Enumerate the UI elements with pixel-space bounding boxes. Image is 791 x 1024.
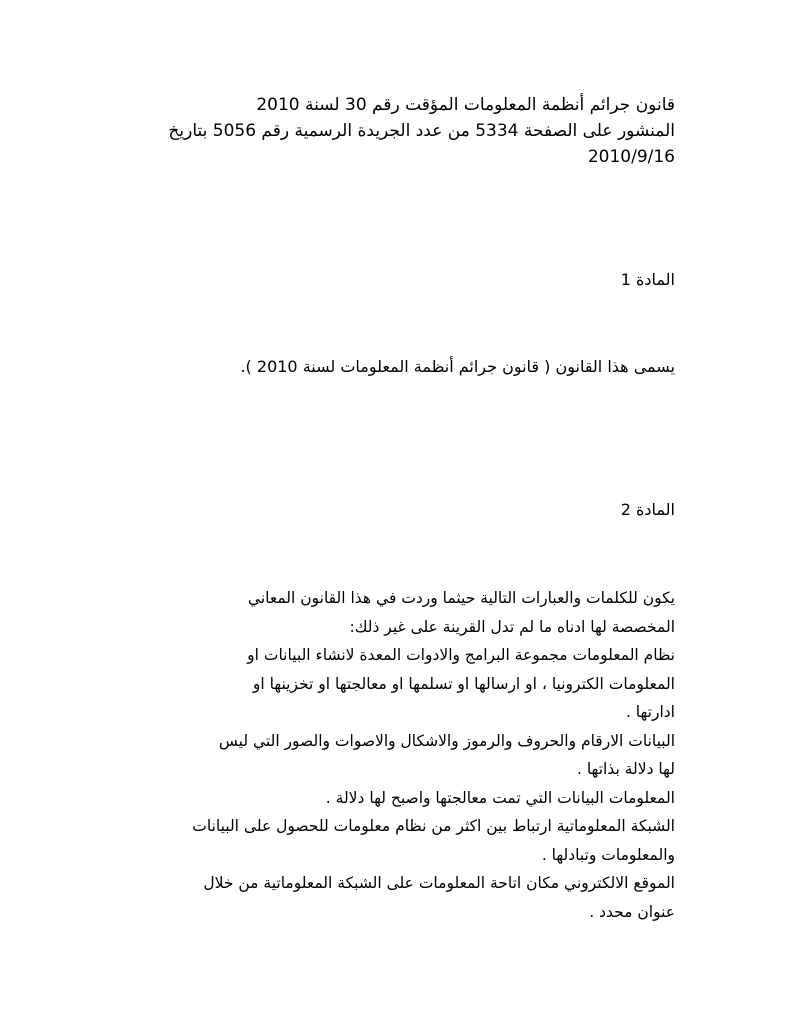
publication-info: المنشور على الصفحة 5334 من عدد الجريدة الرسمية رقم 5056 بتاريخ <box>168 121 675 141</box>
article-2-line: ادارتها . <box>625 703 675 721</box>
article-2-line: الموقع الالكتروني مكان اتاحة المعلومات على الشبكة المعلوماتية من خلال <box>203 874 675 892</box>
article-2-line: البيانات الارقام والحروف والرموز والاشكال والاصوات والصور التي ليس <box>218 731 675 750</box>
article-2-body <box>95 584 675 926</box>
article-2-line: المخصصة لها ادناه ما لم تدل القرينة على غير ذلك: <box>349 617 675 636</box>
article-2-line: يكون للكلمات والعبارات التالية حيثما وردت في هذا القانون المعاني <box>247 589 675 607</box>
article-2-line: نظام المعلومات مجموعة البرامج والادوات المعدة لانشاء البيانات او <box>247 646 675 664</box>
article-1-title: المادة 1 <box>620 270 675 289</box>
article-2-line: الشبكة المعلوماتية ارتباط بين اكثر من نظام معلومات للحصول على البيانات <box>192 817 675 835</box>
law-title: قانون جرائم أنظمة المعلومات المؤقت رقم 30 لسنة 2010 <box>256 95 675 115</box>
law-header <box>115 92 675 170</box>
article-2-line: لها دلالة بذاتها . <box>576 760 675 778</box>
article-2-line: والمعلومات وتبادلها . <box>541 845 675 864</box>
article-1-line: يسمى هذا القانون ( قانون جرائم أنظمة المعلومات لسنة 2010 ). <box>240 357 675 376</box>
article-2-line: المعلومات الكترونيا ، او ارسالها او تسلمها او معالجتها او تخزينها او <box>252 674 675 693</box>
article-1-body <box>115 354 675 380</box>
article-2-line: المعلومات البيانات التي تمت معالجتها واصبح لها دلالة . <box>325 788 675 807</box>
publication-date: 2010/9/16 <box>587 147 675 167</box>
article-2-line: عنوان محدد . <box>589 902 675 921</box>
article-2-title: المادة 2 <box>620 500 675 519</box>
